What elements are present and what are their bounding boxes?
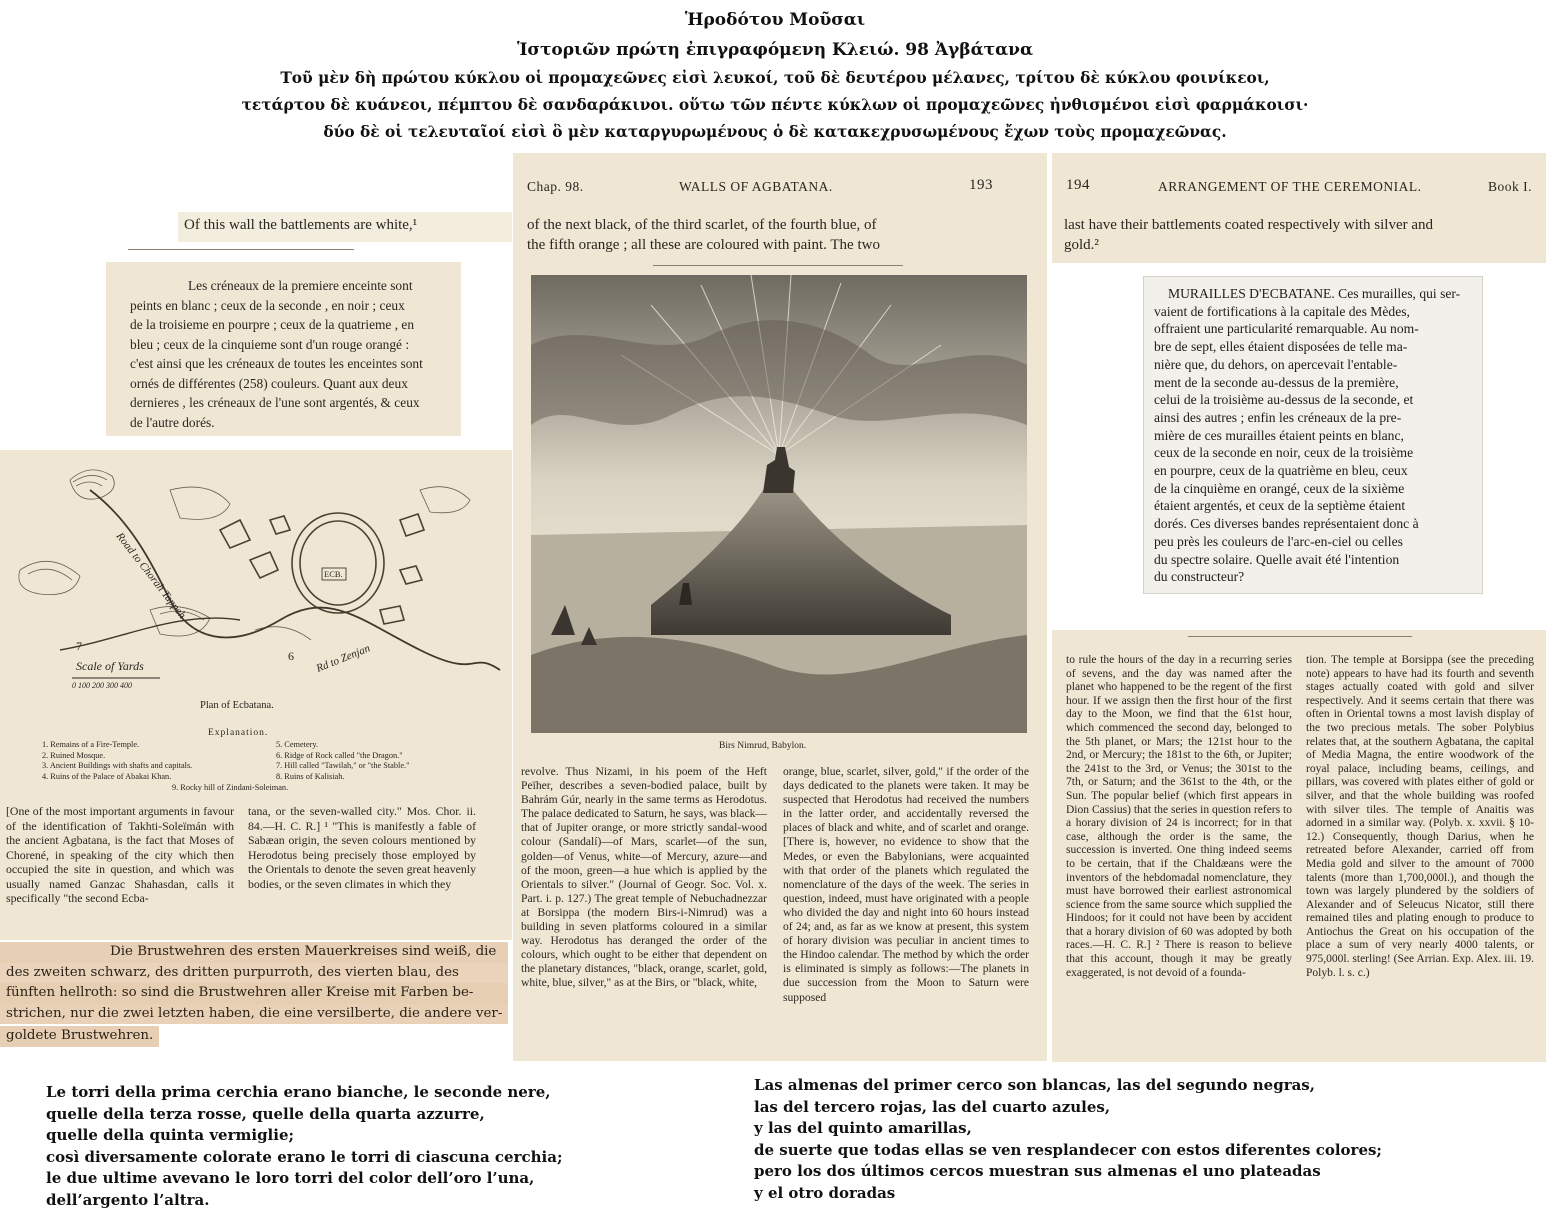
birs-nimrud-engraving: [531, 275, 1027, 733]
french-modern-line: MURAILLES D'ECBATANE. Ces murailles, qui ser-: [1168, 286, 1461, 301]
greek-quote-line-1: Τοῦ μὲν δὴ πρώτου κύκλου οἱ προμαχεῶνες εἰσὶ λευκοί, τοῦ δὲ δευτέρου μέλανες, τρίτου δὲ κύκλου φοινίκεοι,: [280, 69, 1270, 87]
page-194-bottom: [1052, 630, 1546, 1062]
french-modern-line: ceux de la seconde en noir, ceux de la troisième: [1154, 445, 1414, 461]
explanation-item: 7. Hill called "Tawilah," or "the Stable.": [276, 761, 410, 770]
italian-line: quelle della quinta vermiglie;: [46, 1126, 295, 1144]
french-modern-line: ment de la seconde au-dessus de la première,: [1154, 374, 1399, 390]
explanation-title: Explanation.: [208, 728, 269, 738]
ecbatana-map: [0, 450, 512, 700]
greek-quote-line-3: δύο δὲ οἱ τελευταῖοί εἰσὶ ὃ μὲν καταργυρωμένους ὁ δὲ κατακεχρυσωμένους ἔχων τοὺς προμαχεῶνας.: [323, 123, 1227, 141]
page193-top-text: [527, 215, 880, 255]
map-page: [0, 450, 512, 940]
spanish-line: y las del quinto amarillas,: [754, 1119, 972, 1137]
page193-title: WALLS OF AGBATANA.: [679, 179, 833, 194]
italian-line: Le torri della prima cerchia erano bianche, le seconde nere,: [46, 1083, 551, 1101]
page193-top-line: the fifth orange ; all these are coloured with paint. The two: [527, 237, 880, 253]
french-modern-line: bre de sept, elles étaient disposées de telle ma-: [1154, 339, 1408, 355]
french-modern-line: nière que, du dehors, on apercevait l'entable-: [1154, 356, 1398, 372]
map-road-label: Road to Chorah Tappeh: [113, 530, 189, 622]
explanation-right: [276, 740, 409, 782]
map-scale-title: Scale of Yards: [76, 659, 144, 673]
german-lines: [0, 942, 508, 1047]
french-1780-line: peints en blanc ; ceux de la seconde , en noir ; ceux: [130, 297, 405, 313]
french-modern-line: du spectre solaire. Quelle avait été l'intention: [1154, 551, 1400, 567]
page193-chapter: Chap. 98.: [527, 179, 584, 194]
french-modern-line: en pourpre, ceux de la quatrième en bleu, ceux: [1154, 463, 1408, 479]
page-193: [513, 153, 1047, 1061]
french-modern-line: mière de ces murailles étaient peints en blanc,: [1154, 427, 1404, 443]
page193-top-line: of the next black, of the third scarlet, of the fourth blue, of: [527, 217, 877, 233]
french-1780-panel: [106, 262, 461, 436]
french-1780-line: ornés de différentes (258) couleurs. Quant aux deux: [130, 375, 408, 391]
river-line: [60, 618, 240, 650]
page194-top-line: gold.²: [1064, 237, 1099, 253]
page194-divider: [1188, 636, 1412, 637]
explanation-item: 1. Remains of a Fire-Temple.: [42, 740, 140, 749]
page193-col-right: orange, blue, scarlet, silver, gold," if the order of the days dedicated to the planets were taken. It may be suspected that Herodotus had received the numbers in the latter order, and accidentally reversed the places of black and white, and of scarlet and orange. [There is, however, no evidence to show that the Medes, or even the Babylonians, were acquainted with that order of the planets which regulated the nomenclature of the days of the week. The series in question, indeed, must have originated with a people who divided the day and night into 60 hours instead of 24; and, as far as we know at present, this system of horary division was peculiar in ancient times to the Hindoo calendar. The method by which the order is eliminated is simply as follows:—The planets in due succession from the Moon to Saturn were supposed: [783, 765, 1029, 1004]
french-modern-line: peu près les couleurs de l'arc-en-ciel ou celles: [1154, 533, 1403, 549]
explanation-item: 5. Cemetery.: [276, 740, 319, 749]
greek-title: Ἡροδότου Μοῦσαι: [684, 10, 866, 30]
italian-line: quelle della terza rosse, quelle della quarta azzurre,: [46, 1104, 485, 1123]
italian-line: così diversamente colorate erano le torri di ciascuna cerchia;: [46, 1147, 563, 1166]
french-1780-line: bleu ; ceux de la cinquieme sont d'un rouge orangé :: [130, 336, 410, 352]
french-modern-text: [1154, 285, 1460, 586]
french-modern-line: celui de la troisième au-dessus de la seconde, et: [1154, 392, 1414, 408]
spanish-line: las del tercero rojas, las del cuarto azules,: [754, 1097, 1111, 1116]
french-modern-line: vaient de fortifications à la capitale des Mèdes,: [1154, 303, 1410, 319]
page194-top-text: [1064, 215, 1433, 255]
map-label-7: 7: [76, 639, 82, 653]
explanation-item: 4. Ruins of the Palace of Abakai Khan.: [42, 771, 172, 781]
german-line: Die Brustwehren des ersten Mauerkreises sind weiß, die: [0, 942, 508, 963]
snippet-divider: [128, 249, 354, 250]
page194-top-line: last have their battlements coated respectively with silver and: [1064, 217, 1434, 233]
explanation-item: 9. Rocky hill of Zindani-Soleiman.: [172, 783, 289, 792]
french-modern-line: étaient argentés, et ceux de la septième étaient: [1154, 498, 1406, 514]
page193-number: 193: [969, 177, 993, 193]
map-zenjan-label: Rd to Zenjan: [314, 642, 372, 675]
french-1780-line: de la troisieme en pourpre ; ceux de la quatrieme , en: [130, 317, 415, 332]
french-1780-line: Les créneaux de la premiere enceinte sont: [188, 278, 413, 293]
french-modern-line: de la cinquième en orangé, ceux de la sixième: [1154, 480, 1405, 496]
greek-subtitle: Ἱστοριῶν πρώτη ἐπιγραφόμενη Κλειώ. 98 Ἀγβάτανα: [516, 40, 1034, 60]
french-1780-line: de l'autre dorés.: [130, 414, 215, 430]
page194-number: 194: [1066, 177, 1090, 193]
explanation-item: 3. Ancient Buildings with shafts and capitals.: [42, 761, 193, 770]
italian-line: le due ultime avevano le loro torri del color dell’oro l’una,: [46, 1169, 535, 1187]
spanish-line: Las almenas del primer cerco son blancas, las del segundo negras,: [754, 1076, 1315, 1094]
page194-col-left: to rule the hours of the day in a recurring series of sevens, and the day was named after the planet who happened to be the regent of the first hour. If we assign then the first hour of the first day to the Moon, we find that the 61st hour, which commenced the second day, belonged to the 5th planet, or Mars; the 121st hour to the 2nd, or Mercury; the 181st to the 6th, or Jupiter; the 241st to the 3rd, or Venus; the 301st to the 7th, or Saturn; and the 361st to the 4th, or the Sun. The popular belief (which first appears in Dion Cassius) that the series in question refers to a horary division of 24 is incorrect; for in that case, although the order is the same, the succession is inverted. One thing indeed seems to be certain, that if the Chaldæans were the inventors of the hebdomadal nomenclature, they must have borrowed their earliest astronomical science from the same source which supplied the Hindoos; for it could not have been by accident that a horary division of 60 was adopted by both races.—H. C. R.] ² There is reason to believe that this account, though it may be greatly exaggerated, is not devoid of a founda-: [1066, 654, 1292, 979]
english-snippet-panel: [178, 212, 512, 242]
map-ecb-label: ECB.: [324, 569, 343, 579]
french-modern-line: offraient une particularité remarquable. Au nom-: [1154, 321, 1419, 337]
engraving-caption: Birs Nimrud, Babylon.: [719, 741, 807, 751]
french-1780-line: c'est ainsi que les créneaux de toutes les enceintes sont: [130, 356, 423, 371]
french-modern-line: ainsi des autres ; enfin les créneaux de la pre-: [1154, 409, 1402, 425]
french-modern-line: dorés. Ces diverses bandes représentaient donc à: [1154, 516, 1419, 532]
german-line: strichen, nur die zwei letzten haben, die eine versilberte, die andere ver-: [0, 1004, 508, 1025]
german-line: des zweiten schwarz, des dritten purpurroth, des vierten blau, des: [0, 963, 508, 984]
french-modern-panel: [1143, 276, 1483, 594]
map-page-col-left: [One of the most important arguments in favour of the identification of Takhti-Soleïmán with the ancient Agbatana, is the fact that Moses of Chorené, in speaking of the city which then occupied the site in question, and which was usually named Ganzac Shahasdan, calls it specifically "the second Ecba-: [6, 804, 234, 905]
german-line: fünften hellroth: so sind die Brustwehren aller Kreise mit Farben be-: [0, 983, 508, 1004]
page-194-top: [1052, 153, 1546, 263]
greek-quote-line-2: τετάρτου δὲ κυάνεοι, πέμπτου δὲ σανδαράκινοι. οὕτω τῶν πέντε κύκλων οἱ προμαχεῶνες ἠνθισμένοι εἰσὶ φαρμάκοισι·: [241, 96, 1309, 114]
spanish-line: pero los dos últimos cercos muestran sus almenas el uno plateadas: [754, 1162, 1321, 1180]
map-page-col-right: tana, or the seven-walled city." Mos. Chor. ii. 84.—H. C. R.] ¹ "This is manifestly a fable of Sabæan origin, the seven colours mentioned by Herodotus being precisely those employed by the Orientals to denote the seven great heavenly bodies, or the seven climates in which they: [248, 804, 476, 891]
spanish-translation: [754, 1075, 1382, 1204]
page194-col-right: tion. The temple at Borsippa (see the preceding note) appears to have had its fourth and seventh stages actually coated with gold and silver respectively. And it seems certain that there was often in Oriental towns a most lavish display of the two precious metals. The sober Polybius relates that, at the southern Agbatana, the capital of Media Magna, the entire woodwork of the royal palace, including beams, ceilings, and pillars, was covered with plates either of gold or silver, and that the whole building was roofed with silver tiles. The temple of Anaitis was adorned in a similar way. (Polyb. x. xxvii. § 10-12.) Consequently, though Darius, when he retreated before Alexander, carried off from Media gold and silver to the amount of 7000 talents (more than 1,700,000l.), and though the town was largely plundered by the soldiers of Alexander and of Seleucus Nicator, still there remained tiles and plating enough to produce to Antiochus the Great on his occupation of the place a sum of very nearly 4000 talents, or 975,000l. sterling! (See Arrian. Exp. Alex. iii. 19. Polyb. l. s. c.): [1306, 654, 1534, 979]
italian-line: dell’argento l’altra.: [46, 1190, 210, 1209]
plan-title: Plan of Ecbatana.: [200, 700, 274, 711]
german-line: goldete Brustwehren.: [0, 1026, 159, 1047]
explanation-item: 2. Ruined Mosque.: [42, 750, 106, 760]
french-modern-line: du constructeur?: [1154, 569, 1245, 585]
english-snippet: Of this wall the battlements are white,¹: [184, 217, 418, 233]
page194-book: Book I.: [1488, 179, 1532, 194]
map-label-6: 6: [288, 649, 294, 663]
german-panel: [0, 940, 512, 1050]
explanation-item: 6. Ridge of Rock called "the Dragon.": [276, 750, 403, 760]
explanation-left: [42, 740, 192, 782]
page193-divider: [653, 265, 903, 266]
page193-col-left: revolve. Thus Nizami, in his poem of the Heft Peïher, describes a seven-bodied palace, built by Bahrám Gúr, nearly in the same terms as Herodotus. The palace dedicated to Saturn, he says, was black—that of Jupiter orange, or more strictly sandal-wood colour (Sandalí)—of Mars, scarlet—of the sun, golden—of Venus, white—of Mercury, azure—and of the moon, green—a hue which is applied by the Orientals to silver." (Journal of Geogr. Soc. Vol. x. Part. i. p. 127.) The great temple of Nebuchadnezzar at Borsippa (the modern Birs-i-Nimrud) was a building in seven platforms coloured in a similar way. Herodotus has deranged the order of the colours, which ought to be either that dependent on the planetary distances, "black, orange, scarlet, gold, white, blue, silver," as at the Birs, or "black, white,: [521, 765, 767, 990]
spanish-line: de suerte que todas ellas se ven resplandecer con estos diferentes colores;: [754, 1140, 1382, 1159]
french-1780-line: dernieres , les créneaux de l'une sont argentés, & ceux: [130, 395, 420, 410]
explanation-item: 8. Ruins of Kalisiah.: [276, 771, 345, 781]
italian-translation: [46, 1082, 562, 1211]
spanish-line: y el otro doradas: [754, 1183, 896, 1202]
page194-title: ARRANGEMENT OF THE CEREMONIAL.: [1158, 179, 1422, 194]
map-scale-ticks: 0 100 200 300 400: [72, 681, 132, 690]
